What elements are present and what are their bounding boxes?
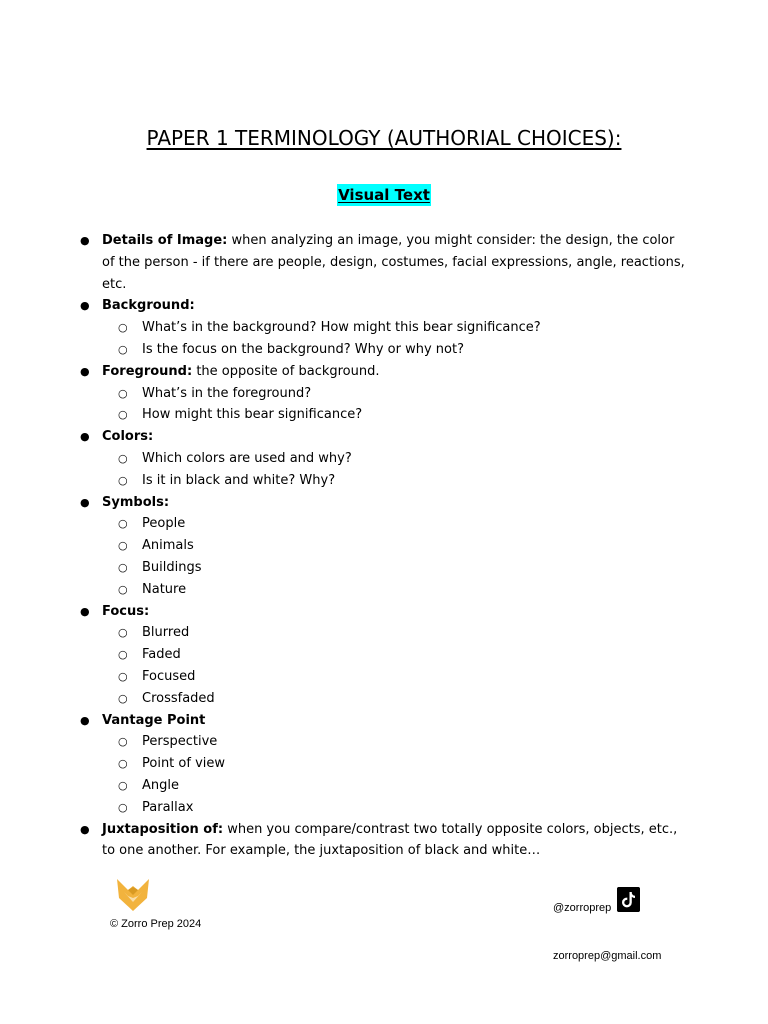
sub-item [102,753,690,775]
sub-item [102,644,690,666]
sub-item [102,557,690,579]
sub-item-text: Is the focus on the background? Why or why not? [142,341,464,357]
sub-item [102,797,690,819]
sub-item [102,622,690,644]
sub-item-text: Nature [142,581,187,597]
sub-item [102,470,690,492]
sub-item-text: Angle [142,777,179,793]
sub-item [102,448,690,470]
sub-item [102,731,690,753]
sub-item-text: How might this bear significance? [142,407,363,423]
term-item [80,492,690,601]
hollow-bullet-icon: ○ [118,321,128,335]
social-handle: @zorroprep [553,902,612,914]
bullet-icon: ● [80,299,90,313]
bullet-icon: ● [80,430,90,444]
page-title: PAPER 1 TERMINOLOGY (AUTHORIAL CHOICES): [146,126,622,150]
bullet-icon: ● [80,822,90,836]
bullet-icon: ● [80,495,90,509]
hollow-bullet-icon: ○ [118,648,128,662]
term-item [80,230,690,295]
copyright-text: © Zorro Prep 2024 [110,918,202,930]
sub-list [102,383,690,427]
sub-item-text: Faded [142,647,181,663]
hollow-bullet-icon: ○ [118,517,128,531]
sub-item-text: Is it in black and white? Why? [142,472,336,488]
sub-item [102,513,690,535]
terminology-list-container [80,230,690,862]
hollow-bullet-icon: ○ [118,386,128,400]
hollow-bullet-icon: ○ [118,408,128,422]
term-label: Vantage Point [102,712,206,728]
fox-logo-icon [116,878,150,912]
sub-item [102,666,690,688]
sub-item-text: Point of view [142,756,226,772]
term-label: Foreground: [102,363,193,379]
sub-item-text: Focused [142,668,196,684]
sub-list [102,448,690,492]
hollow-bullet-icon: ○ [118,800,128,814]
sub-list [102,731,690,818]
sub-list [102,317,690,361]
sub-item [102,317,690,339]
term-item [80,361,690,426]
term-description: when you compare/contrast two totally opposite colors, objects, etc., to one another. For example, the juxtaposition of black and white… [102,821,678,859]
hollow-bullet-icon: ○ [118,626,128,640]
hollow-bullet-icon: ○ [118,539,128,553]
term-label: Colors: [102,429,154,445]
sub-item-text: Which colors are used and why? [142,450,352,466]
bullet-icon: ● [80,604,90,618]
term-label: Symbols: [102,494,170,510]
sub-item-text: Parallax [142,799,194,815]
sub-item-text: People [142,516,186,532]
sub-item-text: Blurred [142,625,190,641]
section-subtitle: Visual Text [338,186,430,204]
sub-list [102,513,690,600]
hollow-bullet-icon: ○ [118,669,128,683]
sub-item [102,688,690,710]
hollow-bullet-icon: ○ [118,757,128,771]
term-label: Juxtaposition of: [102,821,224,837]
term-item [80,426,690,491]
bullet-icon: ● [80,364,90,378]
sub-item [102,383,690,405]
hollow-bullet-icon: ○ [118,560,128,574]
hollow-bullet-icon: ○ [118,691,128,705]
term-item [80,295,690,360]
hollow-bullet-icon: ○ [118,342,128,356]
sub-item [102,535,690,557]
sub-list [102,622,690,709]
contact-email[interactable]: zorroprep@gmail.com [553,950,662,962]
hollow-bullet-icon: ○ [118,582,128,596]
sub-item [102,404,690,426]
bullet-icon: ● [80,713,90,727]
sub-item-text: Crossfaded [142,690,215,706]
sub-item-text: Buildings [142,559,202,575]
tiktok-icon[interactable] [617,887,640,912]
sub-item-text: Perspective [142,734,218,750]
term-description: the opposite of background. [192,363,380,379]
sub-item [102,579,690,601]
term-item [80,819,690,863]
term-label: Background: [102,298,195,314]
hollow-bullet-icon: ○ [118,473,128,487]
bullet-icon: ● [80,234,90,247]
hollow-bullet-icon: ○ [118,735,128,749]
hollow-bullet-icon: ○ [118,778,128,792]
terminology-list [80,230,690,862]
sub-item-text: What’s in the background? How might this bear significance? [142,320,541,336]
term-item [80,710,690,819]
sub-item [102,339,690,361]
term-description: when analyzing an image, you might consider: the design, the color of the person - if there are people, design, costumes, facial expressions, angle, reactions, etc. [102,233,685,292]
sub-item-text: Animals [142,538,194,554]
term-label: Focus: [102,603,150,619]
term-label: Details of Image: [102,233,228,248]
term-item [80,601,690,710]
sub-item-text: What’s in the foreground? [142,385,312,401]
sub-item [102,775,690,797]
hollow-bullet-icon: ○ [118,451,128,465]
subtitle-wrap [0,184,768,206]
